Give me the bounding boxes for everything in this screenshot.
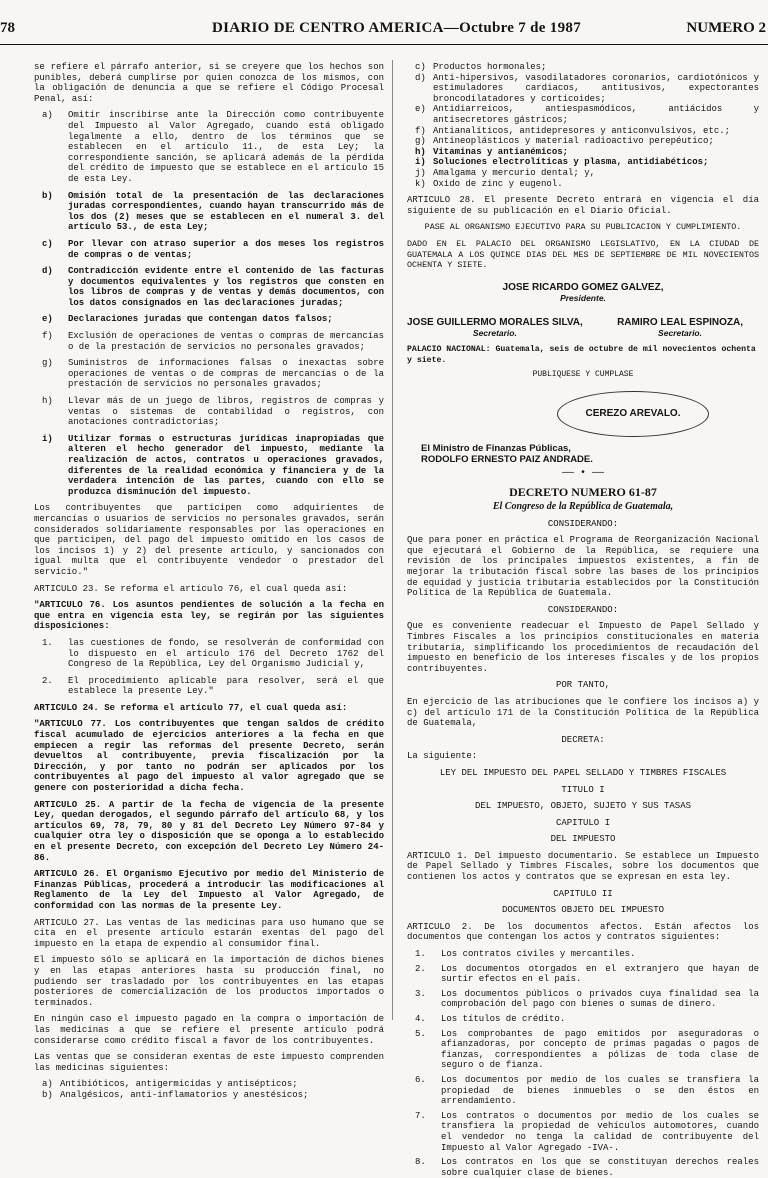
considerando-2-heading: CONSIDERANDO: xyxy=(547,604,619,615)
item-label: 1. xyxy=(42,637,53,648)
article-24: ARTICULO 24. Se reforma el artículo 77, el cual queda así: xyxy=(34,702,348,713)
stamp-name: CEREZO AREVALO. xyxy=(585,407,681,419)
list-item xyxy=(34,110,384,184)
list-item xyxy=(34,1090,384,1101)
item-text: Declaraciones juradas que contengan datos falsos; xyxy=(68,314,333,325)
item-label: i) xyxy=(42,433,53,444)
item-text: Vitaminas y antianémicos; xyxy=(433,146,569,157)
list-item xyxy=(407,1029,759,1071)
titulo-heading: TITULO I xyxy=(561,784,605,795)
dado-paragraph: DADO EN EL PALACIO DEL ORGANISMO LEGISLATIVO, EN LA CIUDAD DE GUATEMALA A LOS QUINCE DIAS DEL MES DE SEPTIEMBRE DE MIL NOVECIENTOS OCHENTA Y SIETE. xyxy=(407,238,759,271)
item-label: d) xyxy=(415,72,426,83)
capitulo-1-description: DEL IMPUESTO xyxy=(550,834,616,845)
list-item xyxy=(34,396,384,428)
item-text: Los documentos públicos o privados cuya finalidad sea la comprobación del pago con bienes o sumas de dinero. xyxy=(441,988,759,1010)
item-text: Los documentos otorgados en el extranjero que hayan de surtir efectos en el país. xyxy=(441,963,759,985)
column-divider xyxy=(392,60,393,1020)
list-item xyxy=(34,239,384,260)
item-label: 6. xyxy=(415,1074,426,1085)
presidente-signature xyxy=(407,283,759,304)
item-text: Utilizar formas o estructuras jurídicas inapropiadas que alteren el hecho generador del impuesto, mediante la realización de actos, contratos u operaciones gravados, diferentes de la realidad económica y financiera y de la verdadera intención de las partes, cuando con ello se produzca disminución del impuesto. xyxy=(68,433,384,497)
list-item xyxy=(407,168,759,179)
ministro-name: RODOLFO ERNESTO PAIZ ANDRADE. xyxy=(421,453,593,465)
palacio-nacional-line: PALACIO NACIONAL: Guatemala, seis de octubre de mil novecientos ochenta y siete. xyxy=(407,345,756,365)
item-label: k) xyxy=(415,178,426,189)
secretario-2-name: RAMIRO LEAL ESPINOZA, xyxy=(617,316,743,328)
importacion-paragraph: El impuesto sólo se aplicará en la importación de dichos bienes y en las etapas anteriores hasta su producción final, no pudiendo ser trasladado por los contribuyentes en las etapas posteriores de comercialización de los productos importados o terminados. xyxy=(34,955,384,1008)
list-item xyxy=(34,434,384,498)
list-item xyxy=(34,266,384,308)
item-label: g) xyxy=(42,358,53,369)
capitulo-1-heading: CAPITULO I xyxy=(555,817,610,828)
item-text: Amalgama y mercurio dental; y, xyxy=(433,167,596,178)
considerando-1-heading: CONSIDERANDO: xyxy=(547,518,619,529)
item-text: Omitir inscribirse ante la Dirección como contribuyente del Impuesto al Valor Agregado, cuando está obligado legalmente a ello, dentro de los términos que se establecen en el artículo 11., de esta Ley; la correspondiente sanción, se aplicará además de la pérdida del crédito de impuesto que se establece en el artículo 15 de esta Ley. xyxy=(68,110,384,184)
secretario-1-name: JOSE GUILLERMO MORALES SILVA, xyxy=(407,316,583,328)
item-label: a) xyxy=(42,110,53,121)
item-text: Los títulos de crédito. xyxy=(441,1014,566,1024)
presidente-name: JOSE RICARDO GOMEZ GALVEZ, xyxy=(502,281,664,293)
item-text: Suministros de informaciones falsas o inexactas sobre operaciones de ventas o de compras de mercancías o de la prestación de servicios no personales gravados; xyxy=(68,358,384,390)
list-item xyxy=(407,136,759,147)
contribuyentes-paragraph: Los contribuyentes que participen como adquirientes de mercancías o usuarios de servicios no personales gravados, serán considerados solidariamente responsables por las operaciones en que participen, del pago del impuesto omitido en los casos de los incisos 1) y 2) del presente artículo, y sancionados con igual multa que el contribuyente vendedor o prestador del servicio." xyxy=(34,503,384,577)
intro-paragraph: se refiere el párrafo anterior, si se creyere que los hechos son punibles, deberá cumplirse por quien conozca de los mismos, con la obligación de denuncia a que se refiere el Código Procesal Penal, así: xyxy=(34,62,384,104)
secretario-2-role: Secretario. xyxy=(658,328,702,339)
article-28: ARTICULO 28. El presente Decreto entrará en vigencia el día siguiente de su publicación en el Diario Oficial. xyxy=(407,195,759,216)
item-label: 4. xyxy=(415,1014,426,1024)
item-label: a) xyxy=(42,1079,53,1090)
item-text: El procedimiento aplicable para resolver, será el que establece la presente Ley." xyxy=(68,675,384,697)
item-label: 7. xyxy=(415,1110,426,1121)
bullet-divider: —— • —— xyxy=(561,467,604,479)
list-item xyxy=(407,126,759,137)
item-text: Por llevar con atraso superior a dos meses los registros de compras o de ventas; xyxy=(68,238,384,260)
capitulo-2-description: DOCUMENTOS OBJETO DEL IMPUESTO xyxy=(501,905,665,916)
article-25: ARTICULO 25. A partir de la fecha de vigencia de la presente Ley, quedan derogados, el segundo párrafo del artículo 68, y los artículos 69, 78, 79, 80 y 81 del Decreto Ley Número 97-84 y cualquier otra ley o disposición que se oponga a lo establecido en el presente Decreto, con excepción del Decreto Ley Número 24-86. xyxy=(34,799,384,863)
item-label: f) xyxy=(42,331,53,342)
list-item xyxy=(34,1079,384,1090)
list-item xyxy=(407,179,759,190)
la-siguiente-line: La siguiente: xyxy=(407,751,478,762)
list-item xyxy=(407,1111,759,1153)
considerando-2-text: Que es conveniente readecuar el Impuesto de Papel Sellado y Timbres Fiscales a los principios constitucionales en materia tributaria, simplificando los procedimientos de recaudación del impuesto en beneficio de los intereses fiscales y de los propios contribuyentes. xyxy=(407,621,759,674)
credito-paragraph: En ningún caso el impuesto pagado en la compra o importación de las medicinas a que se refiere el presente artículo podrá considerarse como crédito fiscal a favor de los contribuyentes. xyxy=(34,1014,384,1046)
capitulo-2-heading: CAPITULO II xyxy=(553,888,613,899)
list-item xyxy=(407,147,759,158)
item-text: Omisión total de la presentación de las declaraciones juradas correspondientes, cuando hayan transcurrido más de los dos (2) meses que se establecen en el numeral 3. del artículo 53., de esta Ley; xyxy=(68,190,384,233)
ministro-title: El Ministro de Finanzas Públicas, xyxy=(421,442,571,454)
list-item xyxy=(34,191,384,233)
item-text: las cuestiones de fondo, se resolverán de conformidad con lo dispuesto en el artículo 176 del Decreto 1762 del Congreso de la República, Ley del Organismo Judicial y, xyxy=(68,637,384,670)
list-item xyxy=(34,638,384,670)
item-text: Soluciones electrolíticas y plasma, antidiabéticos; xyxy=(433,157,709,168)
item-text: Los contratos civiles y mercantiles. xyxy=(441,949,636,960)
congreso-heading: El Congreso de la República de Guatemala, xyxy=(492,501,674,513)
ministro-signature xyxy=(421,443,759,465)
list-item xyxy=(407,62,759,73)
item-label: j) xyxy=(415,167,426,178)
list-item xyxy=(34,331,384,352)
item-text: Productos hormonales; xyxy=(433,62,547,72)
list-item xyxy=(34,676,384,697)
considerando-1-text: Que para poner en práctica el Programa de Reorganización Nacional que ejecutará el Gobierno de la República, se requiere una revisión de los principales impuestos existentes, a fin de mejorar la tributación fiscal sobre las bases de los principios de equidad y justicia tributaria establecidos por la Constitución Política de la República de Guatemala. xyxy=(407,535,759,599)
item-label: b) xyxy=(42,1089,53,1100)
item-label: 1. xyxy=(415,949,426,960)
item-label: h) xyxy=(42,396,53,407)
right-column xyxy=(407,62,759,1178)
decreto-title: DECRETO NUMERO 61-87 xyxy=(509,485,657,500)
item-label: 8. xyxy=(415,1157,426,1168)
list-item xyxy=(407,1157,759,1178)
issue-number: NUMERO 2 xyxy=(686,20,766,36)
item-label: e) xyxy=(42,314,53,325)
item-label: d) xyxy=(42,266,53,277)
left-column xyxy=(34,62,384,1100)
list-item xyxy=(407,989,759,1010)
titulo-description: DEL IMPUESTO, OBJETO, SUJETO Y SUS TASAS xyxy=(474,801,692,812)
ley-title: LEY DEL IMPUESTO DEL PAPEL SELLADO Y TIMBRES FISCALES xyxy=(439,767,727,778)
article-76-text: "ARTICULO 76. Los asuntos pendientes de solución a la fecha en que entra en vigencia esta ley, se regirán por las siguientes disposiciones: xyxy=(34,600,384,632)
item-label: f) xyxy=(415,125,426,136)
page-header xyxy=(0,18,768,40)
article-1: ARTICULO 1. Del impuesto documentario. Se establece un Impuesto de Papel Sellado y Timbres Fiscales, sobre los documentos que contienen los actos y contratos que se expresan en esta ley. xyxy=(407,850,759,883)
item-text: Los contratos o documentos por medio de los cuales se transfiera la propiedad de vehículos automotores, cuando el vendedor no tenga la calidad de contribuyente del Impuesto al Valor Agregado -IVA-. xyxy=(441,1110,759,1153)
list-item xyxy=(407,964,759,985)
item-text: Antidiarreicos, antiespasmódicos, antiácidos y antisecretores gástricos; xyxy=(433,104,759,125)
secretario-2 xyxy=(617,318,743,339)
item-text: Exclusión de operaciones de ventas o compras de mercancías o de la prestación de servicios no personales gravados; xyxy=(68,331,384,352)
article-27: ARTICULO 27. Las ventas de las medicinas para uso humano que se cita en el presente artículo estarán exentas del pago del impuesto en la etapa de expendio al consumidor final. xyxy=(34,917,384,949)
secretario-1-role: Secretario. xyxy=(472,328,517,339)
item-label: 3. xyxy=(415,988,426,999)
item-label: 2. xyxy=(42,675,53,686)
pase-line: PASE AL ORGANISMO EJECUTIVO PARA SU PUBLICACION Y CUMPLIMIENTO. xyxy=(424,222,742,233)
presidente-role: Presidente. xyxy=(560,293,606,304)
list-item xyxy=(407,157,759,168)
item-label: c) xyxy=(42,238,53,249)
article-2: ARTICULO 2. De los documentos afectos. Están afectos los documentos que contengan los actos y contratos siguientes: xyxy=(407,921,759,943)
item-label: b) xyxy=(42,190,53,201)
item-label: e) xyxy=(415,104,426,115)
secretario-1 xyxy=(407,318,583,339)
item-text: Antineoplásticos y material radioactivo perepéutico; xyxy=(433,136,714,147)
item-text: Antianalíticos, antidepresores y anticonvulsivos, etc.; xyxy=(433,125,731,136)
official-stamp xyxy=(557,391,709,437)
newspaper-title: DIARIO DE CENTRO AMERICA—Octubre 7 de 1987 xyxy=(212,20,582,36)
publiquese-line: PUBLIQUESE Y CUMPLASE xyxy=(532,370,634,380)
por-tanto-heading: POR TANTO, xyxy=(555,680,610,691)
page-number: 78 xyxy=(0,20,15,36)
item-label: h) xyxy=(415,146,426,157)
ejercicio-paragraph: En ejercicio de las atribuciones que le confiere los incisos a) y c) del artículo 171 de la Constitución Política de la República de Guatemala, xyxy=(407,696,759,729)
article-77-text: "ARTICULO 77. Los contribuyentes que tengan saldos de crédito fiscal acumulado de ejercicios anteriores a la fecha en que empiecen a regir las reformas del presente Decreto, serán devueltos al contribuyente, previa fiscalización por la Dirección, y por tanto no podrán ser aplicados por los contribuyentes al pago del impuesto al valor agregado que se genere con posterioridad a dicha fecha. xyxy=(34,719,384,794)
item-text: Anti-hipersivos, vasodilatadores coronarios, cardiotónicos y estimuladores cardiacos, antitusivos, expectorantes broncodilatadores y corticoides; xyxy=(433,72,759,104)
article-23: ARTICULO 23. Se reforma el artículo 76, el cual queda así: xyxy=(34,583,348,594)
decreta-heading: DECRETA: xyxy=(561,734,605,745)
item-label: 2. xyxy=(415,963,426,974)
item-text: Antibióticos, antigermicidas y antisépticos; xyxy=(60,1079,298,1090)
list-item xyxy=(407,104,759,125)
item-text: Los comprobantes de pago emitidos por aseguradoras o afianzadoras, por concepto de primas pagadas o pagos de fianzas, correspondientes a pólizas de toda clase de seguro o de fianza. xyxy=(441,1028,759,1071)
item-label: g) xyxy=(415,136,426,147)
list-item xyxy=(407,949,759,960)
list-item xyxy=(407,73,759,105)
item-text: Los documentos por medio de los cuales se transfiera la propiedad de bienes inmuebles o se den éstos en arrendamiento. xyxy=(441,1074,759,1107)
item-text: Los contratos en los que se constituyan derechos reales sobre cualquier clase de bienes. xyxy=(441,1157,759,1178)
item-text: Analgésicos, anti-inflamatorios y anestésicos; xyxy=(60,1089,309,1100)
list-item xyxy=(34,358,384,390)
medicinas-intro: Las ventas que se consideran exentas de este impuesto comprenden las medicinas siguientes: xyxy=(34,1052,384,1073)
item-label: 5. xyxy=(415,1028,426,1039)
secretarios-signatures xyxy=(407,318,759,339)
item-text: Llevar más de un juego de libros, registros de compras y ventas o sistemas de contabilidad o registros, con anotaciones contradictorias; xyxy=(68,396,384,428)
item-label: c) xyxy=(415,62,426,72)
list-item xyxy=(407,1075,759,1107)
header-rule xyxy=(0,44,768,45)
item-label: i) xyxy=(415,157,426,168)
item-text: Oxido de zinc y eugenol. xyxy=(433,178,563,189)
item-text: Contradicción evidente entre el contenido de las facturas y documentos equivalentes y los registros que consten en los libros de compras y de ventas y demás documentos, con los datos consignados en las declaraciones juradas; xyxy=(68,266,384,308)
list-item xyxy=(407,1014,759,1025)
list-item xyxy=(34,314,384,325)
article-26: ARTICULO 26. El Organismo Ejecutivo por medio del Ministerio de Finanzas Públicas, procederá a introducir las modificaciones al Reglamento de la Ley del Impuesto al Valor Agregado, de conformidad con las normas de la presente Ley. xyxy=(34,869,384,911)
